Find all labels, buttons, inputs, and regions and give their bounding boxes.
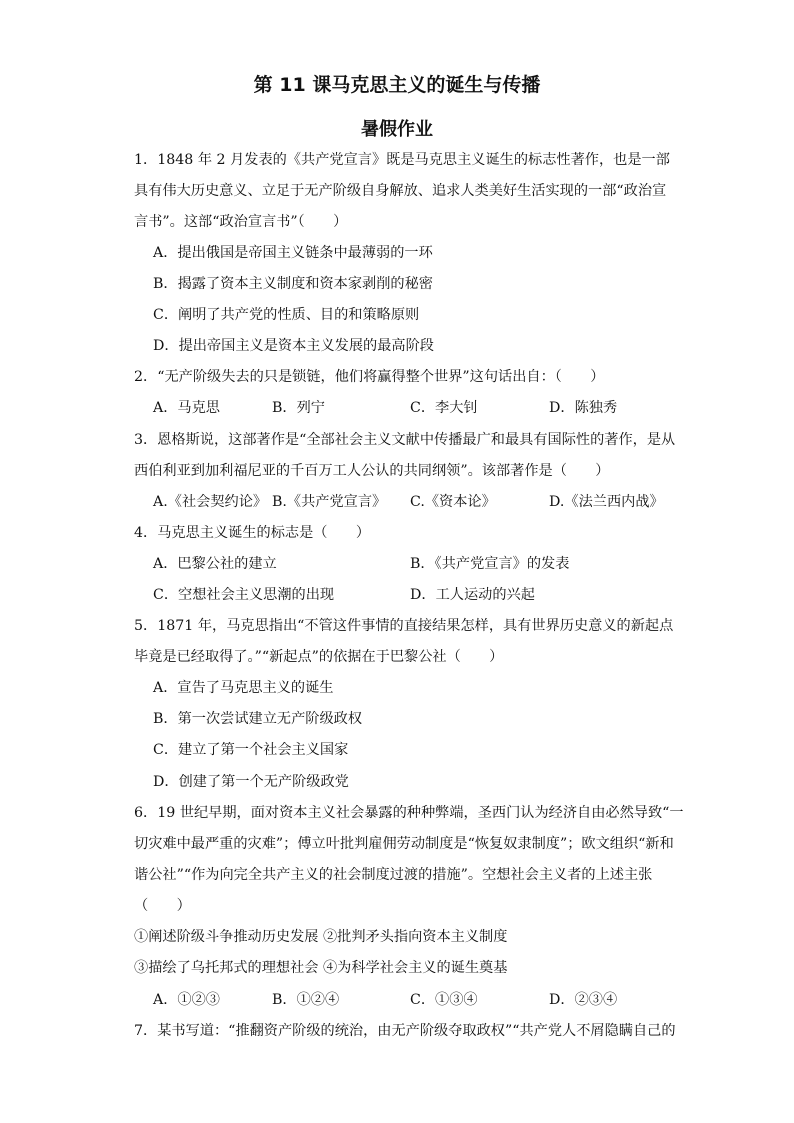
q2-stem-line-1: 2．“无产阶级失去的只是锁链，他们将赢得整个世界”这句话出自：（ ）	[134, 369, 605, 385]
q4-option-c: C．空想社会主义思潮的出现	[153, 587, 335, 603]
page-subtitle: 暑假作业	[361, 119, 433, 140]
q6-stem-line-2: 切灾难中最严重的灾难”；傅立叶批判雇佣劳动制度是“恢复奴隶制度”；欧文组织“新和	[134, 836, 674, 852]
q6-option-c: C．①③④	[410, 992, 478, 1008]
q5-option-d: D．创建了第一个无产阶级政党	[153, 774, 349, 790]
q3-option-c: C.《资本论》	[410, 494, 496, 510]
q1-stem-line-3: 言书”。这部“政治宣言书”（ ）	[134, 214, 348, 230]
q1-option-c: C．阐明了共产党的性质、目的和策略原则	[153, 307, 420, 323]
q3-option-a: A.《社会契约论》	[153, 494, 268, 510]
q1-option-d: D．提出帝国主义是资本主义发展的最高阶段	[153, 338, 434, 354]
q7-stem-line-1: 7．某书写道：“推翻资产阶级的统治，由无产阶级夺取政权”“共产党人不屑隐瞒自己的	[134, 1023, 676, 1039]
q6-statements-line-2: ③描绘了乌托邦式的理想社会 ④为科学社会主义的诞生奠基	[134, 960, 508, 976]
q1-option-b: B．揭露了资本主义制度和资本家剥削的秘密	[153, 276, 433, 292]
q5-stem-line-1: 5．1871 年，马克思指出“不管这件事情的直接结果怎样，具有世界历史意义的新起点	[134, 618, 674, 634]
q2-option-b: B．列宁	[272, 400, 325, 416]
q6-stem-line-3: 谐公社”“作为向完全共产主义的社会制度过渡的措施”。空想社会主义者的上述主张	[134, 867, 653, 883]
q2-option-c: C．李大钊	[410, 400, 478, 416]
q1-stem-line-2: 具有伟大历史意义、立足于无产阶级自身解放、追求人类美好生活实现的一部“政治宣	[134, 183, 667, 199]
q6-statements-line-1: ①阐述阶级斗争推动历史发展 ②批判矛头指向资本主义制度	[134, 929, 508, 945]
q5-option-a: A．宣告了马克思主义的诞生	[153, 680, 334, 696]
q2-option-a: A．马克思	[153, 400, 220, 416]
q4-option-d: D．工人运动的兴起	[410, 587, 535, 603]
q3-option-b: B.《共产党宣言》	[272, 494, 387, 510]
q4-option-a: A．巴黎公社的建立	[153, 556, 277, 572]
q1-stem-line-1: 1．1848 年 2 月发表的《共产党宣言》既是马克思主义诞生的标志性著作，也是一部	[134, 152, 670, 168]
q1-option-a: A．提出俄国是帝国主义链条中最薄弱的一环	[153, 245, 433, 261]
q6-option-b: B．①②④	[272, 992, 340, 1008]
q6-stem-line-4: （ ）	[134, 898, 191, 914]
q3-stem-line-2: 西伯利亚到加利福尼亚的千百万工人公认的共同纲领”。该部著作是（ ）	[134, 463, 610, 479]
q6-stem-line-1: 6．19 世纪早期，面对资本主义社会暴露的种种弊端，圣西门认为经济自由必然导致“一	[134, 805, 684, 821]
q5-stem-line-2: 毕竟是已经取得了。”“新起点”的依据在于巴黎公社（ ）	[134, 649, 504, 665]
q3-stem-line-1: 3．恩格斯说，这部著作是“全部社会主义文献中传播最广和最具有国际性的著作，是从	[134, 432, 676, 448]
page-title: 第 11 课马克思主义的诞生与传播	[253, 74, 541, 96]
q6-option-d: D．②③④	[549, 992, 618, 1008]
q3-option-d: D.《法兰西内战》	[549, 494, 664, 510]
q5-option-b: B．第一次尝试建立无产阶级政权	[153, 711, 363, 727]
q2-option-d: D．陈独秀	[549, 400, 618, 416]
q4-option-b: B．《共产党宣言》的发表	[410, 556, 570, 572]
q5-option-c: C．建立了第一个社会主义国家	[153, 742, 349, 758]
q6-option-a: A．①②③	[153, 992, 220, 1008]
q4-stem-line-1: 4．马克思主义诞生的标志是（ ）	[134, 525, 371, 541]
